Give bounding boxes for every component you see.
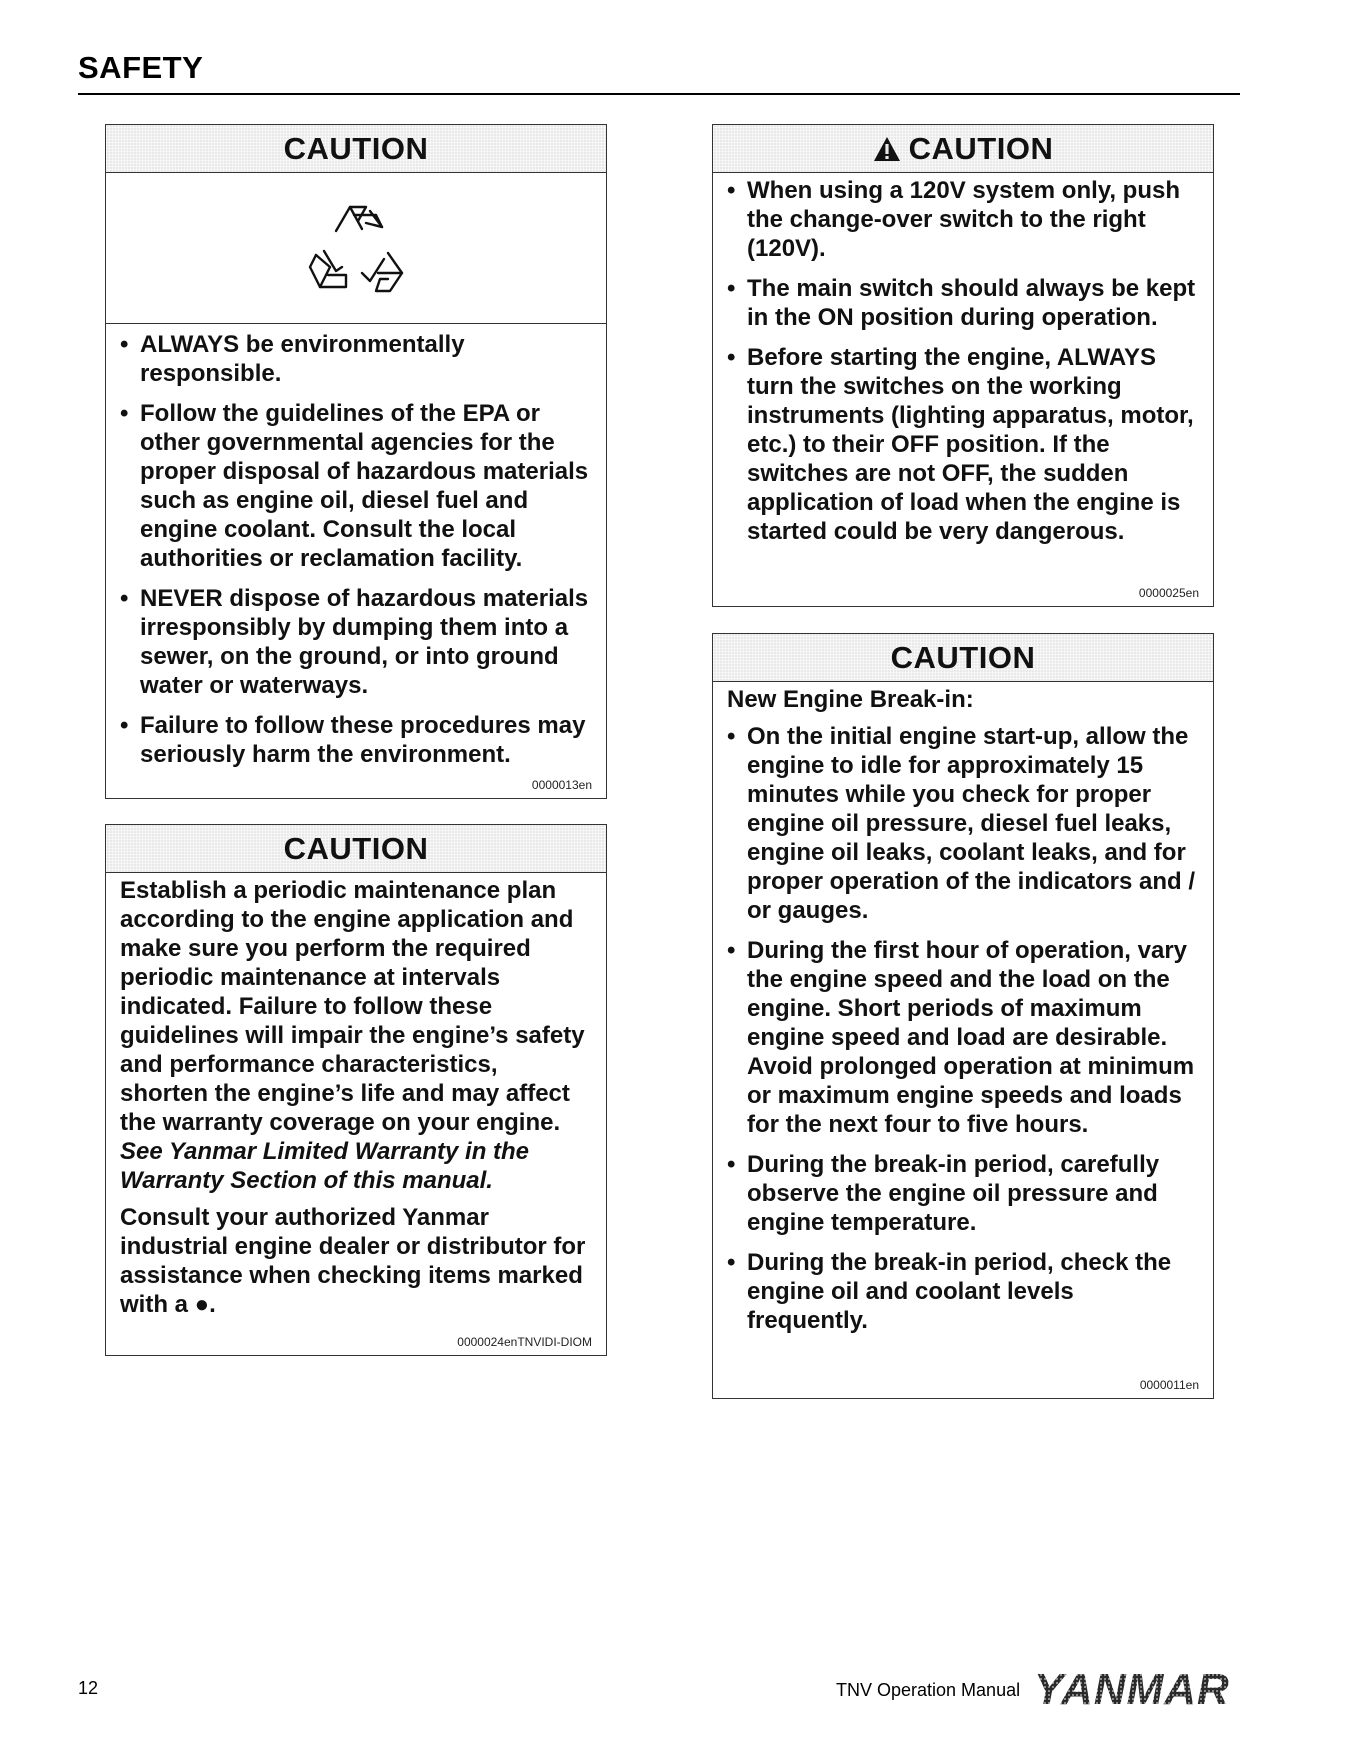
caution-panel-breakin (712, 633, 1214, 1399)
reference-code: 0000013en (531, 778, 592, 792)
reference-code: 0000011en (1139, 1378, 1199, 1392)
list-item: • Follow the guidelines of the EPA or other governmental agencies for the proper disposal of hazardous materials such as engine oil, diesel fuel and engine coolant. Consult the local authorities or reclamation facility. (120, 399, 592, 573)
maintenance-paragraph (120, 876, 592, 1195)
warning-triangle-icon (873, 136, 901, 162)
list-item: • Failure to follow these procedures may seriously harm the environment. (120, 711, 592, 769)
manual-title: TNV Operation Manual (836, 1680, 1021, 1700)
caution-panel-environment (105, 124, 607, 799)
caution-header (713, 634, 1213, 682)
caution-header (713, 125, 1213, 173)
caution-heading: CAUTION (908, 130, 1054, 166)
recycle-symbol-area (106, 173, 606, 324)
reference-code: 0000025en (1138, 586, 1199, 600)
dealer-paragraph: Consult your authorized Yanmar industrial engine dealer or distributor for assistance when checking items marked with a ●. (120, 1204, 586, 1318)
list-item: • NEVER dispose of hazardous materials irresponsibly by dumping them into a sewer, on the ground, or into ground water or waterways. (120, 584, 592, 700)
list-item: • Before starting the engine, ALWAYS turn the switches on the working instruments (lighting apparatus, motor, etc.) to their OFF position. If the switches are not OFF, the sudden application of load when the engine is started could be very dangerous. (727, 343, 1199, 546)
warranty-reference: See Yanmar Limited Warranty in the Warranty Section of this manual. (120, 1138, 530, 1194)
reference-code: 0000024enTNVIDI-DIOM (457, 1335, 592, 1349)
caution-header (106, 125, 606, 173)
list-item: • During the first hour of operation, vary the engine speed and the load on the engine. Short periods of maximum engine speed and load are desirable. Avoid prolonged operation at minimum or maximum engine speeds and loads for the next four to five hours. (727, 936, 1199, 1139)
list-item: • On the initial engine start-up, allow the engine to idle for approximately 15 minutes while you check for proper engine oil pressure, diesel fuel leaks, engine oil leaks, coolant leaks, and for proper operation of the indicators and / or gauges. (727, 722, 1199, 925)
caution-list (120, 330, 592, 769)
caution-heading: CAUTION (283, 130, 429, 166)
caution-panel-maintenance (105, 824, 607, 1356)
list-item: • When using a 120V system only, push the change-over switch to the right (120V). (727, 176, 1199, 263)
yanmar-logo-icon (1032, 1666, 1232, 1710)
list-item: • During the break-in period, check the engine oil and coolant levels frequently. (727, 1248, 1199, 1335)
breakin-subheading: New Engine Break-in: (727, 686, 974, 713)
list-item: • During the break-in period, carefully observe the engine oil pressure and engine temperature. (727, 1150, 1199, 1237)
list-item: • The main switch should always be kept in the ON position during operation. (727, 274, 1199, 332)
brand-wordmark: YANMAR (1034, 1666, 1230, 1710)
list-item: • ALWAYS be environmentally responsible. (120, 330, 592, 388)
header-rule (78, 93, 1240, 95)
caution-heading: CAUTION (890, 639, 1036, 675)
caution-list (727, 176, 1199, 546)
caution-panel-switches (712, 124, 1214, 607)
caution-header (106, 825, 606, 873)
section-title: SAFETY (78, 50, 204, 85)
maintenance-text: Establish a periodic maintenance plan according to the engine application and make sure you perform the required periodic maintenance at intervals indicated. Failure to follow these guidelines will impair the engine’s safety and performance characteristics, shorten the engine’s life and may affect the warranty coverage on your engine. (120, 877, 585, 1136)
page-number: 12 (78, 1678, 99, 1698)
recycle-icon (296, 193, 416, 303)
caution-list (727, 722, 1199, 1335)
caution-heading: CAUTION (283, 830, 429, 866)
